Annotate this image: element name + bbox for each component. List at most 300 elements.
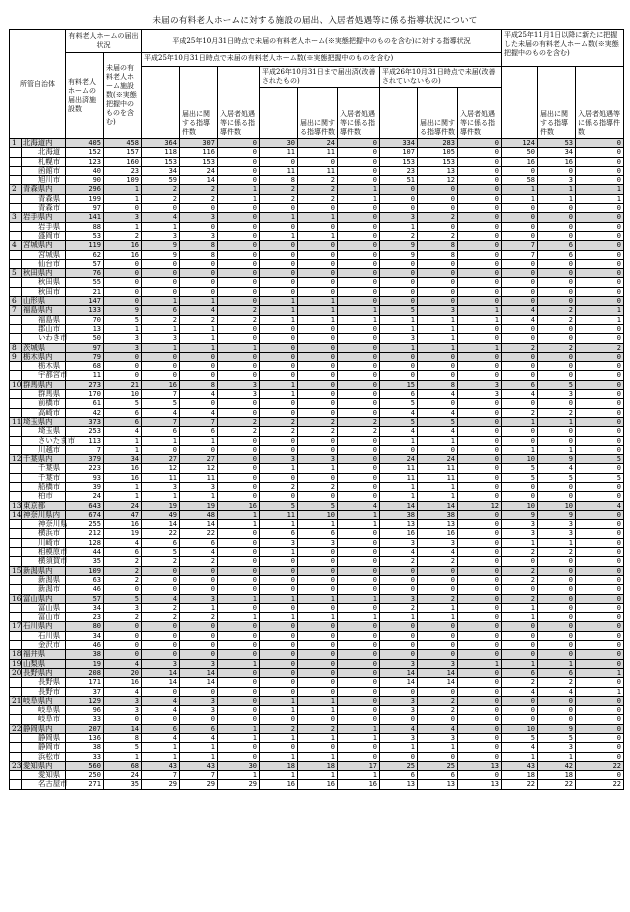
table-cell: 48 [180, 510, 218, 519]
table-cell: 0 [502, 585, 538, 594]
table-cell: 0 [218, 148, 260, 157]
table-cell: 0 [458, 520, 502, 529]
table-cell: 1 [218, 594, 260, 603]
row-jurisdiction: 栃木県内 [22, 352, 66, 361]
table-cell: 2 [142, 557, 180, 566]
table-cell: 199 [66, 194, 104, 203]
row-number: 2 [10, 185, 22, 194]
table-cell: 16 [104, 241, 142, 250]
table-cell: 0 [218, 278, 260, 287]
table-cell: 1 [218, 194, 260, 203]
table-cell: 0 [104, 650, 142, 659]
table-cell: 0 [538, 213, 576, 222]
table-cell: 2 [502, 575, 538, 584]
table-row-city [10, 176, 624, 185]
table-cell: 4 [502, 306, 538, 315]
table-cell: 2 [380, 557, 418, 566]
table-cell: 379 [66, 455, 104, 464]
table-cell: 0 [502, 204, 538, 213]
table-cell: 38 [66, 743, 104, 752]
table-row-prefecture [10, 659, 624, 668]
table-cell: 0 [458, 668, 502, 677]
table-cell: 16 [380, 529, 418, 538]
table-cell: 0 [576, 352, 624, 361]
table-cell: 1 [418, 315, 458, 324]
table-cell: 0 [142, 566, 180, 575]
table-body [10, 139, 624, 790]
table-cell: 7 [502, 250, 538, 259]
table-cell: 0 [458, 585, 502, 594]
row-number [10, 557, 22, 566]
header-2014-unfiled: 平成26年10月31日時点で未届(改善されていないもの) [380, 67, 502, 88]
table-cell: 0 [418, 566, 458, 575]
table-cell: 1 [104, 194, 142, 203]
table-cell: 0 [180, 650, 218, 659]
table-cell: 53 [538, 139, 576, 148]
table-cell: 0 [458, 622, 502, 631]
table-cell: 0 [260, 204, 298, 213]
table-cell: 96 [66, 706, 104, 715]
table-cell: 0 [218, 706, 260, 715]
table-cell: 0 [298, 324, 338, 333]
table-cell: 0 [502, 231, 538, 240]
table-cell: 14 [142, 678, 180, 687]
row-number: 21 [10, 696, 22, 705]
table-row-prefecture [10, 306, 624, 315]
page-title: 未届の有料老人ホームに対する施設の届出、入居者処遇等に係る指導状況について [152, 16, 478, 26]
table-cell: 2 [142, 315, 180, 324]
table-row-prefecture [10, 380, 624, 389]
table-cell: 21 [66, 287, 104, 296]
table-cell: 0 [298, 278, 338, 287]
table-cell: 0 [338, 287, 380, 296]
table-cell: 0 [104, 297, 142, 306]
table-cell: 0 [298, 603, 338, 612]
table-cell: 2 [538, 548, 576, 557]
table-row-city [10, 399, 624, 408]
table-cell: 0 [298, 408, 338, 417]
row-jurisdiction: 岩手県内 [22, 213, 66, 222]
table-cell: 0 [104, 585, 142, 594]
table-cell: 3 [104, 603, 142, 612]
table-cell: 6 [180, 427, 218, 436]
table-cell: 0 [298, 585, 338, 594]
table-cell: 1 [502, 185, 538, 194]
table-cell: 0 [502, 706, 538, 715]
table-cell: 0 [260, 436, 298, 445]
table-cell: 5 [538, 734, 576, 743]
table-cell: 0 [576, 715, 624, 724]
row-number [10, 408, 22, 417]
header-filing-status: 有料老人ホームの届出状況 [66, 30, 142, 53]
table-cell: 0 [180, 371, 218, 380]
row-jurisdiction: 長野県内 [22, 668, 66, 677]
table-cell: 0 [418, 297, 458, 306]
row-jurisdiction: 千葉県内 [22, 455, 66, 464]
table-cell: 55 [66, 278, 104, 287]
table-cell: 0 [502, 482, 538, 491]
table-cell: 0 [502, 362, 538, 371]
table-cell: 0 [104, 259, 142, 268]
table-cell: 49 [142, 510, 180, 519]
table-cell: 0 [458, 455, 502, 464]
table-cell: 1 [142, 492, 180, 501]
table-cell: 1 [218, 734, 260, 743]
table-cell: 3 [180, 706, 218, 715]
table-cell: 0 [142, 622, 180, 631]
table-cell: 0 [502, 259, 538, 268]
row-jurisdiction: 石川県内 [22, 622, 66, 631]
table-cell: 1 [338, 771, 380, 780]
table-cell: 373 [66, 417, 104, 426]
row-number: 23 [10, 761, 22, 770]
table-cell: 0 [502, 324, 538, 333]
table-cell: 30 [218, 761, 260, 770]
table-cell: 1 [576, 668, 624, 677]
table-cell: 16 [142, 380, 180, 389]
row-number [10, 390, 22, 399]
table-cell: 0 [380, 287, 418, 296]
table-cell: 0 [576, 241, 624, 250]
table-cell: 0 [538, 259, 576, 268]
row-jurisdiction: 新潟市 [22, 585, 66, 594]
table-cell: 0 [502, 436, 538, 445]
table-cell: 1 [380, 315, 418, 324]
table-cell: 0 [218, 241, 260, 250]
table-cell: 0 [576, 594, 624, 603]
table-cell: 7 [66, 445, 104, 454]
row-number: 16 [10, 594, 22, 603]
table-cell: 1 [260, 464, 298, 473]
table-cell: 18 [260, 761, 298, 770]
table-cell: 0 [418, 204, 458, 213]
table-cell: 4 [104, 538, 142, 547]
row-number: 13 [10, 501, 22, 510]
table-cell: 0 [142, 362, 180, 371]
table-cell: 1 [218, 659, 260, 668]
table-cell: 1 [380, 492, 418, 501]
table-cell: 14 [180, 668, 218, 677]
table-cell: 0 [458, 334, 502, 343]
table-cell: 22 [502, 780, 538, 789]
table-cell: 90 [66, 176, 104, 185]
table-row-city [10, 557, 624, 566]
table-cell: 0 [260, 622, 298, 631]
row-jurisdiction: 茨城県 [22, 343, 66, 352]
table-cell: 0 [576, 427, 624, 436]
table-row-prefecture [10, 185, 624, 194]
table-cell: 0 [538, 585, 576, 594]
table-cell: 4 [142, 706, 180, 715]
table-cell: 9 [142, 241, 180, 250]
table-cell: 1 [218, 185, 260, 194]
table-row-prefecture [10, 139, 624, 148]
row-jurisdiction: 富山県内 [22, 594, 66, 603]
table-cell: 34 [66, 603, 104, 612]
table-cell: 0 [218, 678, 260, 687]
table-cell: 1 [298, 231, 338, 240]
table-cell: 0 [338, 166, 380, 175]
table-cell: 0 [338, 259, 380, 268]
table-cell: 0 [576, 706, 624, 715]
table-cell: 3 [298, 538, 338, 547]
table-cell: 33 [66, 752, 104, 761]
table-cell: 1 [418, 436, 458, 445]
table-cell: 136 [66, 734, 104, 743]
table-cell: 0 [142, 204, 180, 213]
table-cell: 0 [298, 157, 338, 166]
table-cell: 1 [298, 315, 338, 324]
table-cell: 0 [538, 631, 576, 640]
table-cell: 1 [260, 231, 298, 240]
table-row-prefecture [10, 297, 624, 306]
table-cell: 4 [502, 687, 538, 696]
table-cell: 5 [576, 473, 624, 482]
table-cell: 0 [380, 585, 418, 594]
row-number: 7 [10, 306, 22, 315]
table-cell: 4 [538, 464, 576, 473]
row-jurisdiction: 愛知県内 [22, 761, 66, 770]
table-cell: 0 [218, 324, 260, 333]
table-cell: 1 [418, 743, 458, 752]
row-jurisdiction: 浜松市 [22, 752, 66, 761]
table-cell: 0 [298, 631, 338, 640]
row-jurisdiction: 岐阜県内 [22, 696, 66, 705]
table-cell: 0 [538, 622, 576, 631]
row-jurisdiction: 石川県 [22, 631, 66, 640]
table-cell: 16 [218, 501, 260, 510]
table-cell: 0 [338, 464, 380, 473]
table-cell: 1 [260, 771, 298, 780]
table-cell: 0 [260, 557, 298, 566]
table-cell: 0 [418, 185, 458, 194]
table-cell: 0 [218, 166, 260, 175]
table-cell: 1 [260, 297, 298, 306]
table-cell: 0 [538, 603, 576, 612]
table-cell: 1 [338, 306, 380, 315]
table-cell: 0 [298, 399, 338, 408]
table-cell: 0 [418, 631, 458, 640]
table-cell: 1 [418, 482, 458, 491]
table-cell: 3 [104, 696, 142, 705]
table-cell: 6 [538, 241, 576, 250]
table-cell: 2 [260, 482, 298, 491]
table-cell: 6 [104, 548, 142, 557]
table-cell: 212 [66, 529, 104, 538]
table-cell: 0 [218, 650, 260, 659]
table-cell: 0 [142, 575, 180, 584]
table-cell: 97 [66, 343, 104, 352]
table-cell: 0 [538, 269, 576, 278]
table-cell: 79 [66, 352, 104, 361]
row-jurisdiction: 宇都宮市 [22, 371, 66, 380]
table-cell: 0 [260, 575, 298, 584]
table-cell: 12 [180, 464, 218, 473]
table-header [10, 30, 624, 139]
table-cell: 0 [298, 678, 338, 687]
table-cell: 0 [458, 185, 502, 194]
table-cell: 0 [260, 659, 298, 668]
table-cell: 2 [502, 566, 538, 575]
table-cell: 0 [104, 352, 142, 361]
table-cell: 11 [66, 371, 104, 380]
table-cell: 3 [180, 213, 218, 222]
table-cell: 2 [380, 231, 418, 240]
row-number: 4 [10, 241, 22, 250]
table-cell: 29 [218, 780, 260, 789]
table-cell: 19 [104, 529, 142, 538]
table-cell: 4 [180, 548, 218, 557]
table-cell: 3 [142, 231, 180, 240]
row-number [10, 752, 22, 761]
table-cell: 0 [418, 259, 458, 268]
row-jurisdiction: 北海道 [22, 148, 66, 157]
table-cell: 0 [538, 362, 576, 371]
table-cell: 0 [576, 520, 624, 529]
table-cell: 1 [180, 297, 218, 306]
table-cell: 1 [218, 343, 260, 352]
table-cell: 2 [142, 194, 180, 203]
table-cell: 0 [218, 566, 260, 575]
table-cell: 334 [380, 139, 418, 148]
table-cell: 6 [142, 427, 180, 436]
table-cell: 0 [458, 250, 502, 259]
table-cell: 24 [298, 139, 338, 148]
table-cell: 0 [380, 194, 418, 203]
table-cell: 29 [142, 780, 180, 789]
table-cell: 0 [260, 492, 298, 501]
table-cell: 4 [418, 724, 458, 733]
table-row-prefecture [10, 343, 624, 352]
table-cell: 0 [298, 650, 338, 659]
table-cell: 1 [298, 771, 338, 780]
table-cell: 0 [458, 752, 502, 761]
table-row-prefecture [10, 594, 624, 603]
table-cell: 88 [66, 222, 104, 231]
table-cell: 58 [502, 176, 538, 185]
table-cell: 2 [338, 427, 380, 436]
header-filed-count: 有料老人ホームの届出済施設数 [66, 53, 104, 139]
table-cell: 43 [180, 761, 218, 770]
header-filed-resident-guidance: 入居者処遇等に係る指導件数 [338, 88, 380, 139]
table-cell: 0 [104, 278, 142, 287]
table-cell: 0 [458, 231, 502, 240]
table-cell: 0 [218, 603, 260, 612]
table-cell: 24 [418, 455, 458, 464]
table-cell: 0 [538, 278, 576, 287]
table-cell: 21 [104, 380, 142, 389]
table-cell: 16 [104, 473, 142, 482]
table-row-city [10, 371, 624, 380]
table-cell: 0 [458, 269, 502, 278]
table-cell: 4 [380, 548, 418, 557]
table-cell: 0 [538, 287, 576, 296]
table-cell: 0 [338, 473, 380, 482]
table-row-prefecture [10, 668, 624, 677]
header-unfiled-filing-guidance: 届出に関する指導件数 [418, 88, 458, 139]
table-cell: 0 [218, 259, 260, 268]
table-cell: 0 [338, 455, 380, 464]
row-jurisdiction: 相模原市 [22, 548, 66, 557]
table-cell: 0 [502, 352, 538, 361]
table-cell: 0 [502, 278, 538, 287]
table-cell: 0 [538, 566, 576, 575]
table-row-prefecture [10, 455, 624, 464]
table-cell: 11 [380, 473, 418, 482]
table-cell: 4 [576, 501, 624, 510]
table-row-city [10, 315, 624, 324]
table-cell: 0 [260, 343, 298, 352]
table-cell: 2 [218, 417, 260, 426]
table-cell: 0 [538, 575, 576, 584]
table-cell: 0 [338, 529, 380, 538]
table-cell: 0 [298, 473, 338, 482]
table-cell: 0 [538, 222, 576, 231]
table-row-city [10, 194, 624, 203]
table-cell: 1 [576, 315, 624, 324]
table-cell: 0 [180, 399, 218, 408]
table-cell: 405 [66, 139, 104, 148]
table-cell: 0 [576, 510, 624, 519]
table-cell: 1 [104, 185, 142, 194]
row-jurisdiction: 東京都 [22, 501, 66, 510]
table-cell: 0 [218, 436, 260, 445]
row-number: 9 [10, 352, 22, 361]
table-cell: 43 [502, 761, 538, 770]
table-cell: 0 [218, 575, 260, 584]
table-cell: 3 [538, 390, 576, 399]
table-cell: 0 [380, 362, 418, 371]
table-cell: 0 [104, 715, 142, 724]
table-cell: 25 [418, 761, 458, 770]
table-cell: 1 [418, 492, 458, 501]
table-cell: 1 [180, 492, 218, 501]
table-cell: 0 [218, 622, 260, 631]
table-cell: 17 [338, 761, 380, 770]
row-jurisdiction: 岐阜市 [22, 715, 66, 724]
row-jurisdiction: 川越市 [22, 445, 66, 454]
row-jurisdiction: 前橋市 [22, 399, 66, 408]
table-cell: 0 [298, 380, 338, 389]
table-cell: 0 [218, 585, 260, 594]
table-row-prefecture [10, 622, 624, 631]
table-cell: 1 [538, 659, 576, 668]
table-cell: 0 [298, 557, 338, 566]
table-cell: 1 [218, 771, 260, 780]
table-cell: 1 [142, 343, 180, 352]
row-jurisdiction: 高崎市 [22, 408, 66, 417]
table-cell: 0 [458, 687, 502, 696]
table-row-city [10, 706, 624, 715]
table-row-city [10, 362, 624, 371]
table-cell: 3 [218, 390, 260, 399]
table-row-prefecture [10, 417, 624, 426]
table-cell: 0 [502, 399, 538, 408]
table-cell: 0 [380, 631, 418, 640]
table-cell: 5 [298, 501, 338, 510]
table-cell: 3 [538, 529, 576, 538]
table-cell: 0 [380, 204, 418, 213]
table-row-prefecture [10, 213, 624, 222]
table-cell: 1 [298, 297, 338, 306]
row-number [10, 603, 22, 612]
table-cell: 3 [380, 538, 418, 547]
table-cell: 2 [142, 613, 180, 622]
table-cell: 2 [298, 185, 338, 194]
table-cell: 0 [298, 687, 338, 696]
table-cell: 0 [338, 352, 380, 361]
table-cell: 4 [502, 315, 538, 324]
